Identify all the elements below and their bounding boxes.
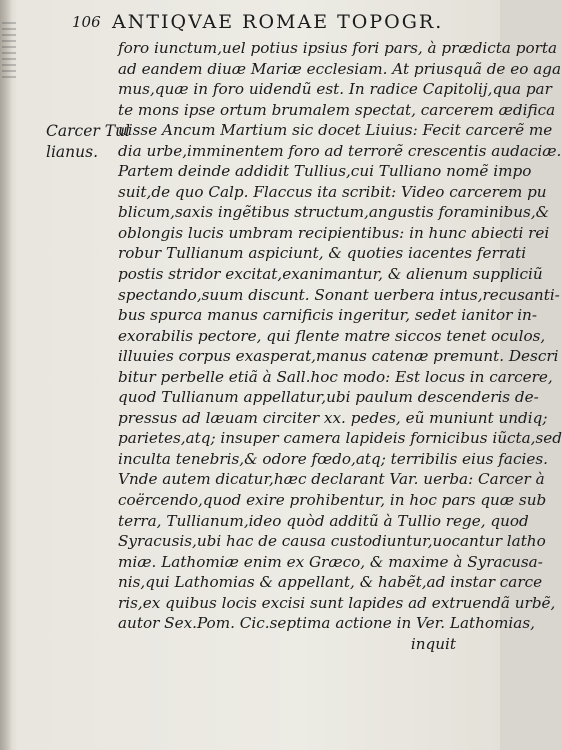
text-line: pressus ad læuam circiter xx. pedes, eũ muniunt undiq; bbox=[118, 408, 548, 427]
text-line: suit,de quo Calp. Flaccus ita scribit: Video carcerem pu bbox=[118, 182, 547, 201]
text-line: te mons ipse ortum brumalem spectat, carcerem ædifica bbox=[118, 100, 556, 119]
text-line: terra, Tullianum,ideo quòd additũ à Tullio rege, quod bbox=[118, 511, 529, 530]
text-line: autor Sex.Pom. Cic.septima actione in Ver. Lathomias, bbox=[118, 614, 535, 633]
text-line: Vnde autem dicatur,hæc declarant Var. uerba: Carcer à bbox=[118, 470, 545, 489]
text-line: coërcendo,quod exire prohibentur, in hoc pars quæ sub bbox=[118, 491, 547, 510]
margin-stain bbox=[2, 18, 16, 78]
text-line: illuuies corpus exasperat,manus catenæ premunt. Descri bbox=[118, 347, 559, 366]
margin-note-line: Carcer Tul bbox=[46, 122, 130, 140]
text-line: Syracusis,ubi hac de causa custodiuntur,uocantur latho bbox=[118, 532, 546, 551]
catchword: inquit bbox=[410, 634, 456, 653]
page-number: 106 bbox=[72, 13, 101, 31]
text-line: postis stridor excitat,exanimantur, & alienum suppliciũ bbox=[118, 265, 543, 284]
text-line: Partem deinde addidit Tullius,cui Tulliano nomẽ impo bbox=[118, 162, 532, 181]
text-line: foro iunctum,uel potius ipsius fori pars, à prædicta porta bbox=[118, 39, 558, 57]
text-line: bus spurca manus carnificis ingeritur, sedet ianitor in- bbox=[118, 306, 537, 325]
text-line: ris,ex quibus locis excisi sunt lapides ad extruendã urbẽ, bbox=[118, 593, 556, 612]
text-line: ad eandem diuæ Mariæ ecclesiam. At priusquã de eo aga bbox=[118, 59, 562, 78]
margin-note-line: lianus. bbox=[46, 142, 99, 161]
text-body bbox=[118, 38, 562, 654]
text-line: robur Tullianum aspiciunt, & quoties iacentes ferrati bbox=[118, 244, 527, 263]
text-line: inculta tenebris,& odore fœdo,atq; terribilis eius facies. bbox=[118, 449, 548, 468]
gutter-shadow bbox=[0, 0, 12, 750]
text-line: parietes,atq; insuper camera lapideis fornicibus iũcta,sed bbox=[118, 429, 562, 448]
running-head: ANTIQVAE ROMAE TOPOGR. bbox=[112, 11, 444, 33]
text-line: nis,qui Lathomias & appellant, & habẽt,ad instar carce bbox=[118, 573, 543, 592]
text-line: quod Tullianum appellatur,ubi paulum descenderis de- bbox=[118, 388, 539, 407]
text-line: dia urbe,imminentem foro ad terrorẽ crescentis audaciæ. bbox=[118, 141, 562, 160]
text-line: exorabilis pectore, qui flente matre siccos tenet oculos, bbox=[118, 326, 546, 345]
text-line: mus,quæ in foro uidendũ est. In radice Capitolij,qua par bbox=[118, 80, 552, 99]
text-line: spectando,suum discunt. Sonant uerbera intus,recusanti- bbox=[118, 285, 560, 304]
text-line: oblongis lucis umbram recipientibus: in hunc abiecti rei bbox=[118, 223, 550, 242]
text-line: miæ. Lathomiæ enim ex Græco, & maxime à Syracusa- bbox=[118, 552, 543, 571]
text-line: uisse Ancum Martium sic docet Liuius: Fecit carcerẽ me bbox=[118, 121, 553, 140]
text-line: bitur perbelle etiã à Sall.hoc modo: Est locus in carcere, bbox=[118, 367, 553, 386]
text-line: blicum,saxis ingẽtibus structum,angustis foraminibus,& bbox=[118, 203, 550, 222]
